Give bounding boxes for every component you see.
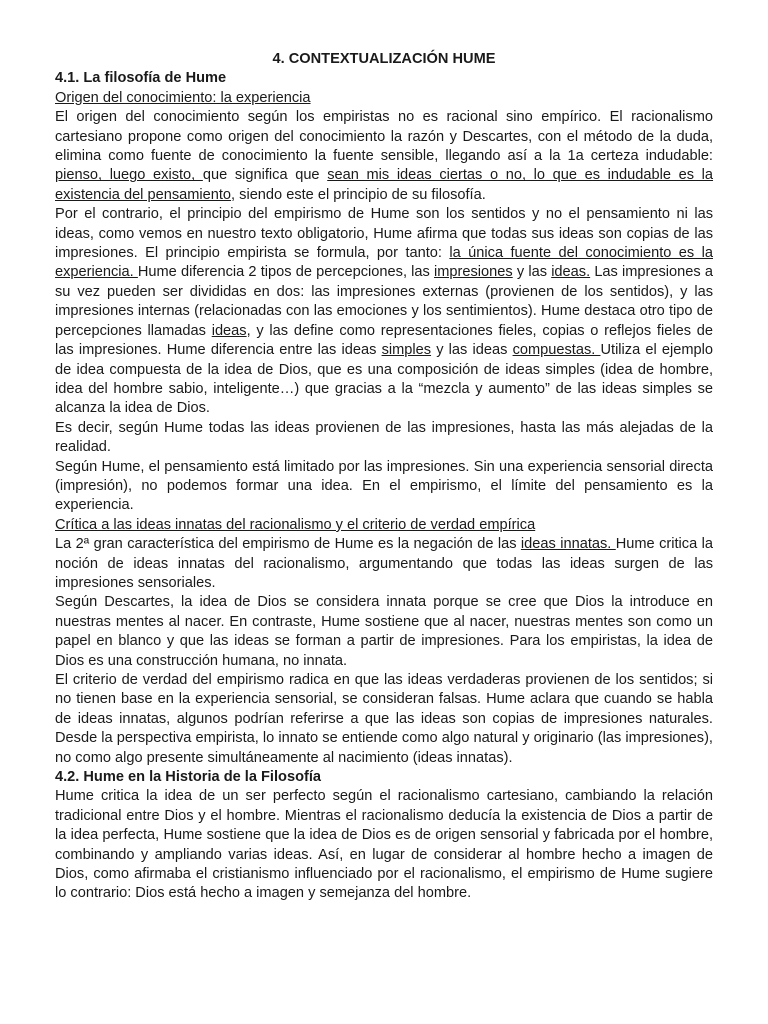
text-run: y las ideas bbox=[431, 342, 513, 359]
paragraph-historia: Hume critica la idea de un ser perfecto según el racionalismo cartesiano, cambiando la relación tradicional entre Dios y el hombre. Mientras el racionalismo deducía la existencia de Dios a partir de la idea perfecta, Hume sostiene que la idea de Dios es de origen sensorial y fabricada por el hombre, combinando y ampliando varias ideas. Así, en lugar de considerar al hombre hecho a imagen de Dios, como afirmaba el cristianismo influenciado por el racionalismo, el empirismo de Hume sugiere lo contrario: Dios está hecho a imagen y semejanza del hombre. bbox=[55, 788, 713, 902]
underlined-phrase: sean mis ideas ciertas o no, lo que es indudable es la existencia del pensamiento bbox=[55, 167, 714, 203]
paragraph-descartes: Según Descartes, la idea de Dios se considera innata porque se cree que Dios la introduce en nuestras mentes al nacer. En contraste, Hume sostiene que al nacer, nuestras mentes son como un papel en blanco y que las ideas se forman a partir de impresiones. Para los empiristas, la idea de Dios es una construcción humana, no innata. bbox=[55, 594, 713, 669]
document-page bbox=[55, 50, 713, 904]
text-run: Hume diferencia 2 tipos de percepciones, las bbox=[137, 264, 435, 281]
paragraph-empirismo bbox=[55, 205, 713, 418]
text-run: Por el contrario, el principio del empirismo de Hume son los sentidos y no el pensamiento ni las ideas, como vemos en nuestro texto obligatorio, Hume afirma que todas sus ideas son copias de las impresiones. El principio empirista se formula, por tanto: bbox=[55, 206, 713, 262]
subheading-critica: Crítica a las ideas innatas del racionalismo y el criterio de verdad empírica bbox=[55, 516, 536, 533]
page-title: 4. CONTEXTUALIZACIÓN HUME bbox=[272, 51, 496, 67]
section-heading-4-2: 4.2. Hume en la Historia de la Filosofía bbox=[55, 769, 322, 786]
text-run: Hume critica la noción de ideas innatas del racionalismo, argumentando que todas las ideas surgen de las impresiones sensoriales. bbox=[55, 536, 713, 591]
paragraph-origen bbox=[55, 108, 713, 205]
underlined-phrase: la única fuente del conocimiento es la experiencia. bbox=[55, 245, 713, 281]
text-run: , y las define como representaciones fieles, copias o reflejos fieles de las impresiones. Hume diferencia entre las ideas bbox=[55, 322, 713, 359]
underlined-phrase: ideas innatas. bbox=[520, 536, 616, 553]
text-run: y las bbox=[512, 264, 552, 281]
paragraph-limite: Según Hume, el pensamiento está limitado por las impresiones. Sin una experiencia sensorial directa (impresión), no podemos formar una idea. En el empirismo, el límite del pensamiento es la experiencia. bbox=[55, 458, 713, 514]
underlined-phrase: pienso, luego existo, bbox=[55, 167, 203, 184]
underlined-phrase: compuestas. bbox=[512, 342, 601, 359]
text-run: La 2ª gran característica del empirismo de Hume es la negación de las bbox=[55, 536, 521, 553]
underlined-phrase: simples bbox=[381, 342, 432, 359]
text-run: Utiliza el ejemplo de idea compuesta de la idea de Dios, que es una composición de ideas simples (idea de hombre, idea del hombre sabio, inteligente…) que gracias a la “mezcla y aumento” de las ideas simples se alcanza la idea de Dios. bbox=[55, 342, 714, 417]
text-run: Las impresiones a su vez pueden ser divididas en dos: las impresiones externas (provienen de los sentidos), y las impresiones internas (relacionadas con las emociones y los sentimientos). Hume destaca otro tipo de percepciones llamadas bbox=[55, 264, 713, 339]
underlined-phrase: impresiones bbox=[434, 264, 513, 281]
subheading-origen: Origen del conocimiento: la experiencia bbox=[55, 89, 311, 106]
paragraph-criterio-verdad: El criterio de verdad del empirismo radica en que las ideas verdaderas provienen de los sentidos; si no tienen base en la experiencia sensorial, se consideran falsas. Hume aclara que cuando se habla de ideas innatas, algunos podrían referirse a que las ideas son copias de impresiones naturales. Desde la perspectiva empirista, lo innato se entiende como algo natural y originario (las impresiones), no como algo presente simultáneamente al nacimiento (ideas innatas). bbox=[55, 672, 713, 766]
text-run: que significa que bbox=[202, 167, 328, 184]
underlined-phrase: ideas. bbox=[551, 264, 591, 281]
underlined-phrase: ideas bbox=[211, 322, 247, 339]
section-heading-4-1: 4.1. La filosofía de Hume bbox=[55, 70, 227, 87]
paragraph-es-decir: Es decir, según Hume todas las ideas provienen de las impresiones, hasta las más alejadas de la realidad. bbox=[55, 419, 713, 456]
paragraph-ideas-innatas bbox=[55, 535, 713, 593]
text-run: El origen del conocimiento según los empiristas no es racional sino empírico. El racionalismo cartesiano propone como origen del conocimiento la razón y Descartes, con el método de la duda, elimina como fuente de conocimiento la fuente sensible, llegando así a la 1a certeza indudable: bbox=[55, 109, 713, 165]
text-run: , siendo este el principio de su filosofía. bbox=[231, 186, 486, 203]
